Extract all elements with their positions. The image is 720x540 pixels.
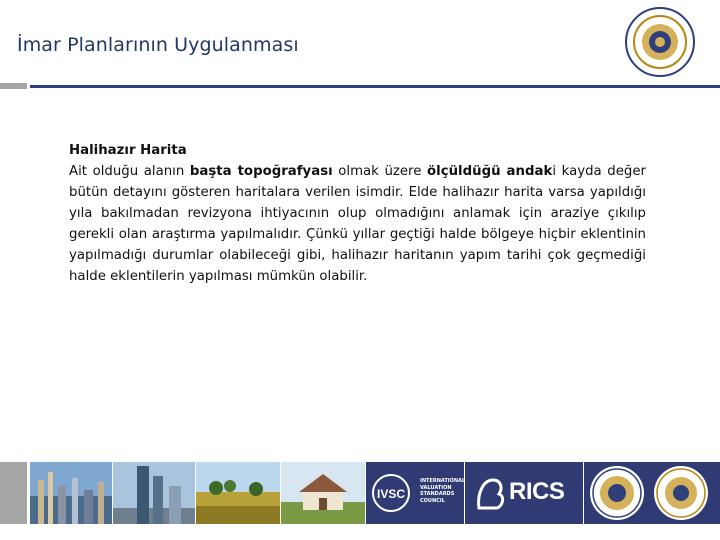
svg-text:IVSC: IVSC <box>376 487 406 501</box>
city-photo-image <box>30 462 112 524</box>
footer-grey-block <box>0 462 27 524</box>
body-paragraph <box>69 161 646 287</box>
paragraph-text-start: Ait olduğu alanın <box>69 164 190 179</box>
emphasis-measured: ölçüldüğü andak <box>427 164 553 179</box>
slide-title: İmar Planlarının Uygulanması <box>17 34 299 56</box>
rics-wordmark: RICS <box>509 478 565 505</box>
ivsc-line: VALUATION <box>420 484 452 491</box>
divider-grey-block <box>0 83 27 89</box>
paragraph-text-rest: i kayda değer bütün detayını gösteren haritalara verilen isimdir. Elde halihazır harita varsa yapıldığı yıla bakılmadan revizyona ihtiyacının olup olmadığını anlamak için araziye çıkılıp gerekli olan araştırma yapılmalıdır. Çünkü yıllar geçtiği halde bölgeye hiçbir eklentinin yapılmadığı durumlar olabileceği gibi, halihazır haritanın yapım tarihi çok geçmediği halde eklentilerin yapılması mümkün olabilir. <box>69 164 646 284</box>
ivsc-line: STANDARDS <box>420 491 455 497</box>
university-seals <box>584 462 720 524</box>
rics-logo <box>465 462 583 524</box>
field-photo-image <box>196 462 280 524</box>
slide-body <box>69 140 646 287</box>
footer-band <box>0 462 720 524</box>
gold-seal-icon <box>588 464 646 522</box>
divider-blue-line <box>30 85 720 88</box>
skyscraper-photo-image <box>113 462 195 524</box>
title-divider <box>0 83 720 89</box>
section-heading: Halihazır Harita <box>69 143 187 158</box>
ankara-university-seal-icon <box>624 6 696 78</box>
ivsc-logo <box>366 462 464 524</box>
ivsc-line: INTERNATIONAL <box>420 478 466 484</box>
ivsc-emblem-icon <box>370 473 412 513</box>
ivsc-line: COUNCIL <box>420 497 445 504</box>
emphasis-topography: başta topoğrafyası <box>189 164 333 179</box>
ivsc-wordmark <box>420 478 465 504</box>
house-photo-image <box>281 462 365 524</box>
paragraph-text-mid: olmak üzere <box>332 164 427 179</box>
rics-lion-icon <box>473 474 507 512</box>
ankara-university-seal-footer-icon <box>652 464 710 522</box>
